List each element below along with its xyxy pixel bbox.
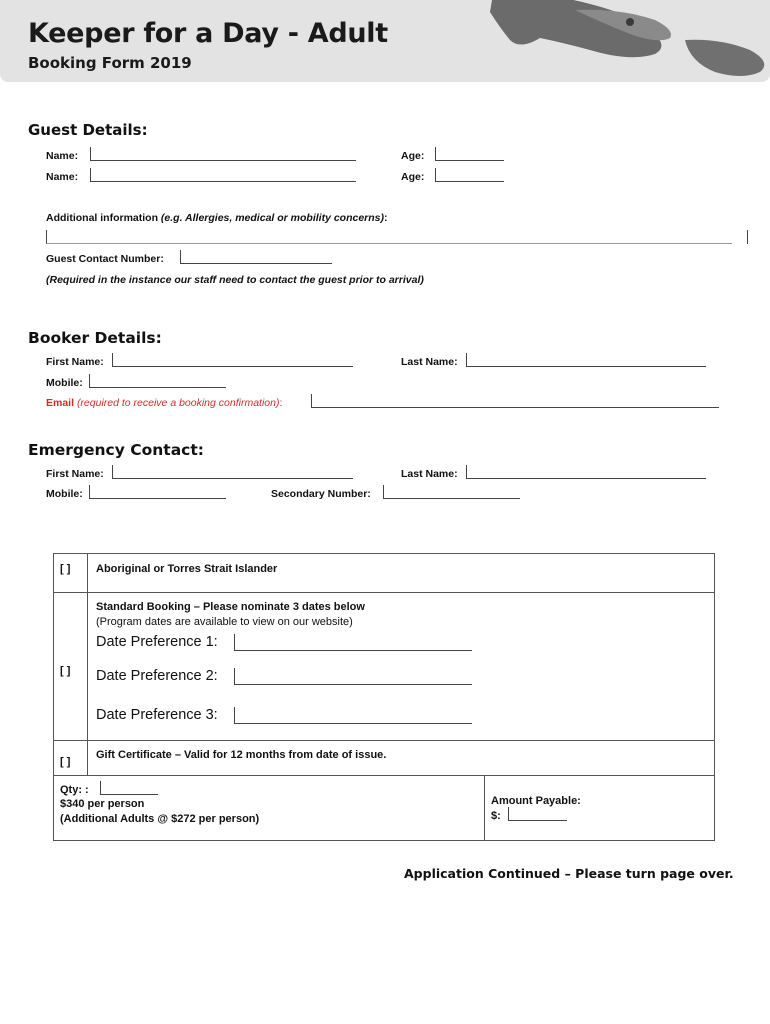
date-preference-1-label: Date Preference 1: [96,634,218,650]
guest-contact-field[interactable] [180,250,332,264]
guest2-age-field[interactable] [435,168,504,182]
booker-last-name-field[interactable] [466,353,706,367]
booker-mobile-field[interactable] [89,374,226,388]
emergency-first-name-label: First Name: [46,468,104,480]
table-divider [484,775,485,841]
emergency-secondary-field[interactable] [383,485,520,499]
guest1-age-label: Age: [401,150,425,162]
booker-email-label: Email (required to receive a booking confirmation): [46,397,283,409]
animal-silhouette-icon [480,0,770,82]
additional-info-field[interactable] [46,230,732,244]
amount-payable-label: Amount Payable: [491,795,581,807]
gift-certificate-checkbox[interactable]: [ ] [60,756,71,768]
date-preference-2-label: Date Preference 2: [96,668,218,684]
price-per-person: $340 per person [60,798,145,810]
guest-details-heading: Guest Details: [28,121,148,139]
emergency-secondary-label: Secondary Number: [271,488,371,500]
aboriginal-label: Aboriginal or Torres Strait Islander [96,563,278,575]
booker-first-name-label: First Name: [46,356,104,368]
booker-last-name-label: Last Name: [401,356,458,368]
page-title: Keeper for a Day - Adult [28,18,388,49]
table-divider [54,775,714,776]
guest2-name-label: Name: [46,171,79,183]
additional-adults-price: (Additional Adults @ $272 per person) [60,813,260,825]
header-banner [0,0,770,82]
emergency-contact-heading: Emergency Contact: [28,441,204,459]
guest2-age-label: Age: [401,171,425,183]
date-preference-3-field[interactable] [234,707,472,724]
emergency-last-name-label: Last Name: [401,468,458,480]
gift-certificate-label: Gift Certificate – Valid for 12 months from date of issue. [96,749,387,761]
amount-dollar-label: $: [491,810,501,822]
booker-first-name-field[interactable] [112,353,353,367]
amount-payable-field[interactable] [508,807,567,821]
booker-email-field[interactable] [311,394,719,408]
aboriginal-checkbox[interactable]: [ ] [60,563,71,575]
additional-info-label: Additional information (e.g. Allergies, medical or mobility concerns): [46,212,388,224]
page-subtitle: Booking Form 2019 [28,54,192,72]
emergency-last-name-field[interactable] [466,465,706,479]
guest1-age-field[interactable] [435,147,504,161]
emergency-first-name-field[interactable] [112,465,353,479]
table-divider [87,554,88,776]
guest2-name-field[interactable] [90,168,356,182]
guest-contact-note: (Required in the instance our staff need to contact the guest prior to arrival) [46,274,424,286]
standard-booking-title: Standard Booking – Please nominate 3 dates below [96,601,365,613]
qty-label: Qty: : [60,784,89,796]
emergency-mobile-label: Mobile: [46,488,83,500]
guest1-name-field[interactable] [90,147,356,161]
continue-note: Application Continued – Please turn page over. [404,866,734,881]
emergency-mobile-field[interactable] [89,485,226,499]
standard-booking-checkbox[interactable]: [ ] [60,665,71,677]
additional-info-field-end [747,230,748,244]
date-preference-3-label: Date Preference 3: [96,707,218,723]
date-preference-1-field[interactable] [234,634,472,651]
table-divider [54,592,714,593]
booking-options-table [53,553,715,841]
booker-details-heading: Booker Details: [28,329,162,347]
guest1-name-label: Name: [46,150,79,162]
booker-mobile-label: Mobile: [46,377,83,389]
qty-field[interactable] [100,781,158,795]
table-divider [54,740,714,741]
standard-booking-note: (Program dates are available to view on our website) [96,616,353,628]
guest-contact-label: Guest Contact Number: [46,253,164,265]
date-preference-2-field[interactable] [234,668,472,685]
